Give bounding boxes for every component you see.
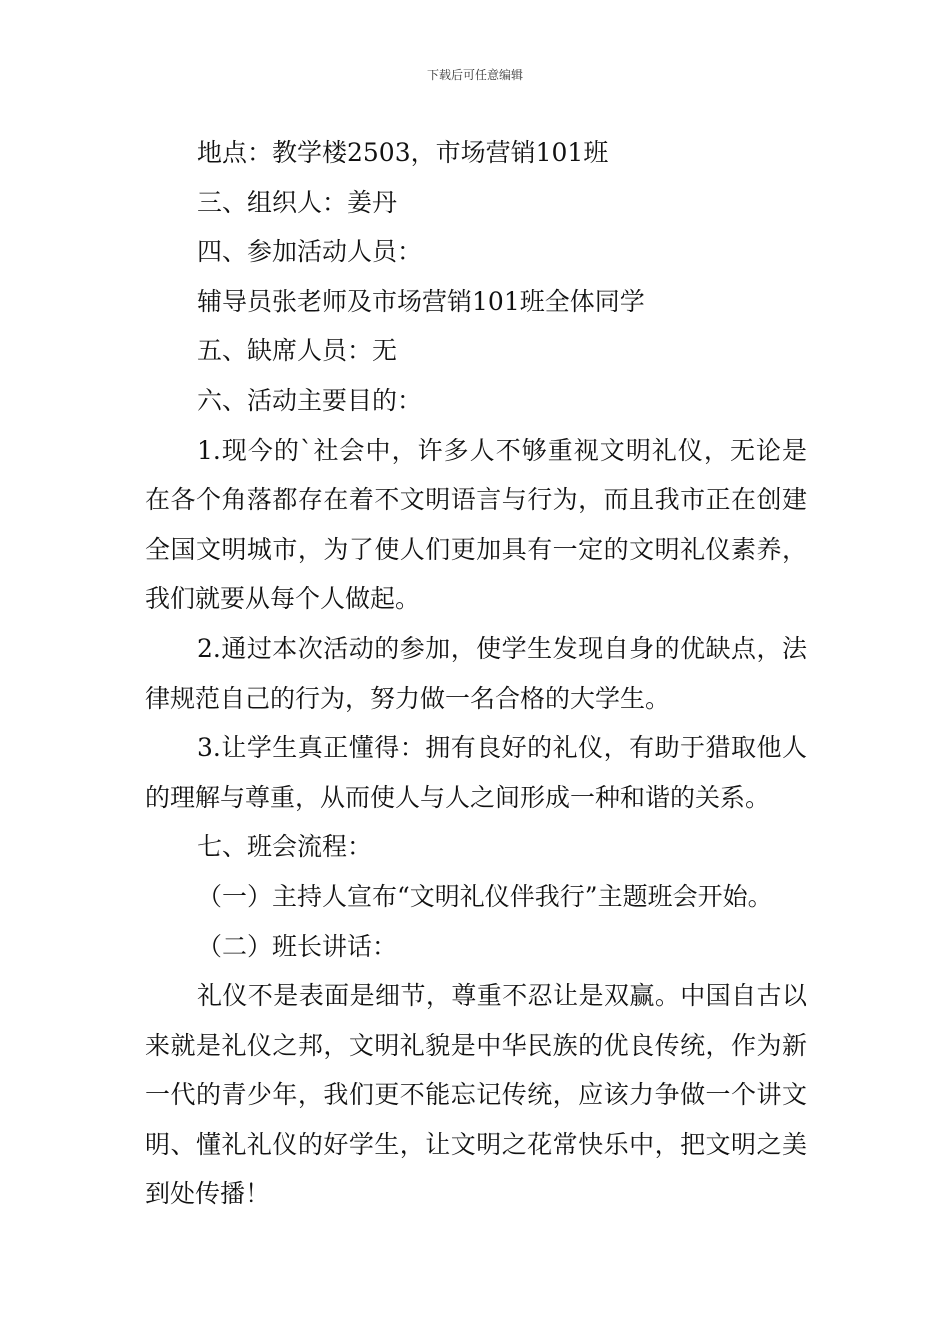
paragraph-monitor-speech: 礼仪不是表面是细节，尊重不忍让是双赢。中国自古以来就是礼仪之邦，文明礼貌是中华民族的优良传统，作为新一代的青少年，我们更不能忘记传统，应该力争做一个讲文明、懂礼礼仪的好学生，让文明之花常快乐中，把文明之美到处传播！ — [145, 981, 807, 1209]
paragraph-participants: 辅导员张老师及市场营销101班全体同学 — [197, 286, 645, 316]
paragraph-goal-3: 3.让学生真正懂得：拥有良好的礼仪，有助于猎取他人的理解与尊重，从而使人与人之间形成一种和谐的关系。 — [145, 733, 807, 812]
paragraph-participants-heading: 四、参加活动人员： — [197, 237, 423, 267]
paragraph-location: 地点：教学楼2503，市场营销101班 — [197, 138, 609, 167]
paragraph-process-step-1: （一）主持人宣布“文明礼仪伴我行”主题班会开始。 — [197, 881, 773, 911]
paragraph-process-step-2: （二）班长讲话： — [197, 931, 398, 961]
paragraph-goals-heading: 六、活动主要目的： — [197, 385, 423, 415]
page-header: 下载后可任意编辑 — [426, 68, 523, 82]
paragraph-organizer: 三、组织人：姜丹 — [197, 187, 398, 217]
paragraph-process-heading: 七、班会流程： — [197, 832, 373, 862]
paragraph-goal-2: 2.通过本次活动的参加，使学生发现自身的优缺点，法律规范自己的行为，努力做一名合格的大学生。 — [145, 633, 807, 713]
document-body — [145, 128, 807, 1219]
paragraph-absentees: 五、缺席人员：无 — [197, 336, 398, 366]
paragraph-goal-1: 1.现今的`社会中，许多人不够重视文明礼仪，无论是在各个角落都存在着不文明语言与行为，而且我市正在创建全国文明城市，为了使人们更加具有一定的文明礼仪素养，我们就要从每个人做起。 — [145, 435, 807, 614]
